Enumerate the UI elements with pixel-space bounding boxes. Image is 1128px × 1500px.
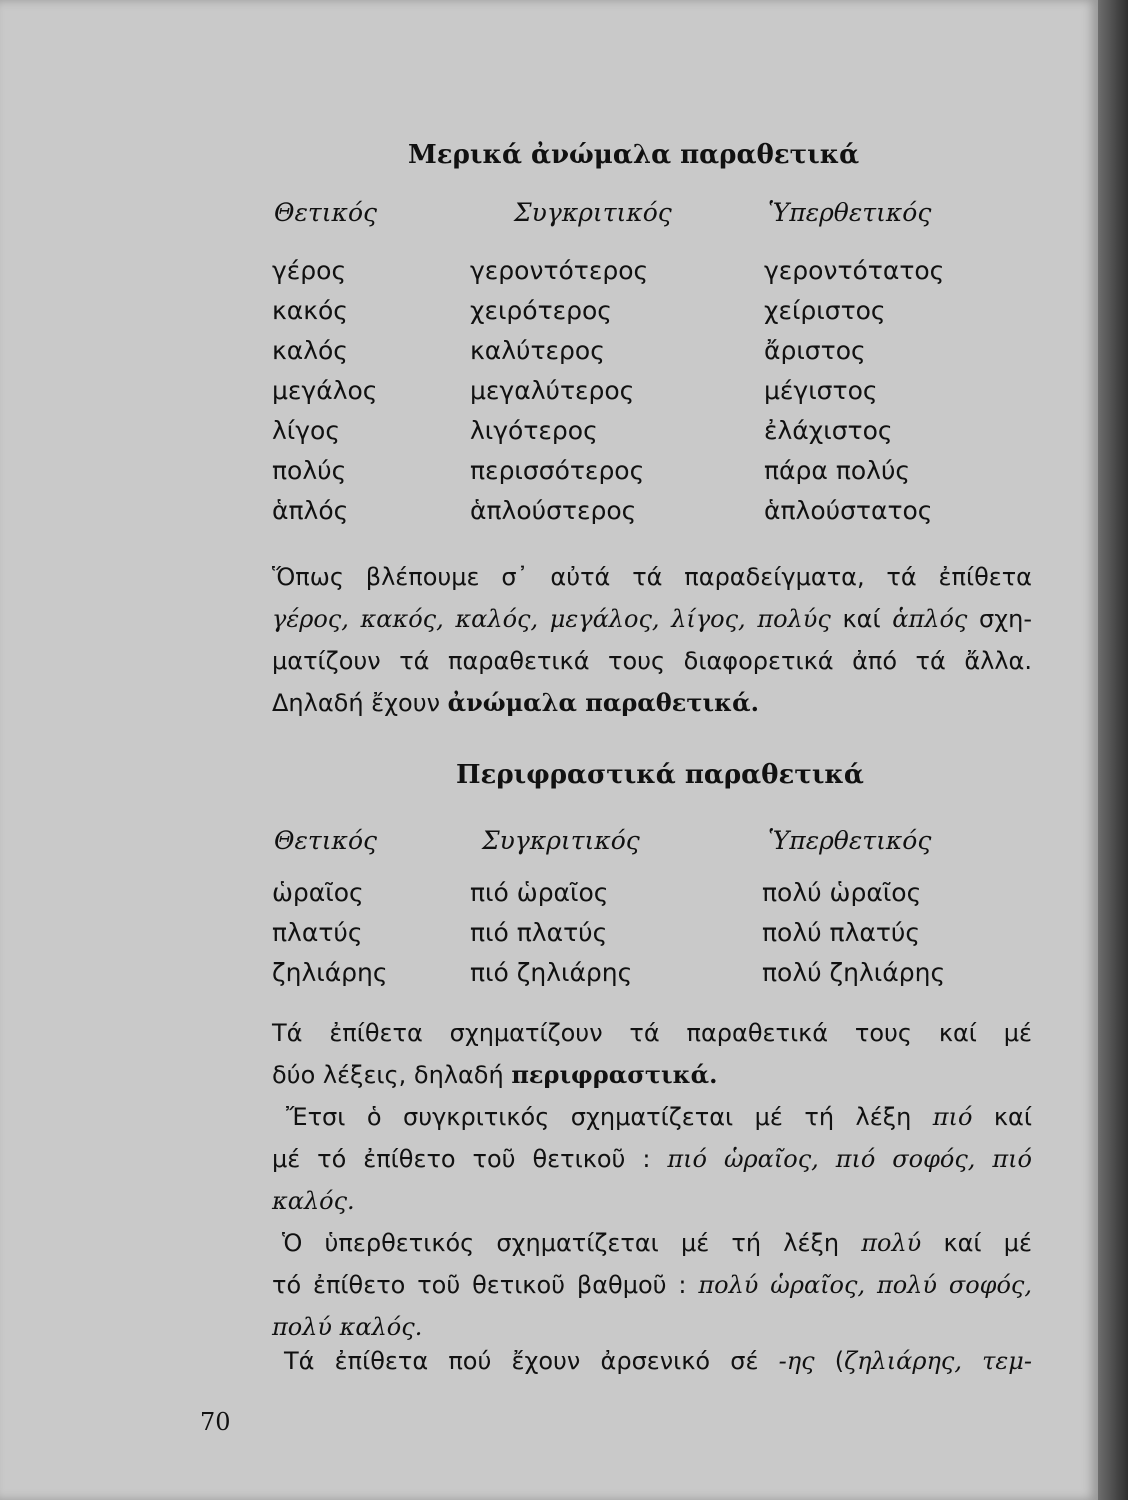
text-line: ματίζουν τά παραθετικά τους διαφορετικά ἀπό τά ἄλλα.	[272, 647, 1032, 675]
table-cell: γέρος	[272, 256, 347, 285]
italic-word: πολύ	[861, 1229, 922, 1257]
table-cell: χειρότερος	[470, 296, 612, 325]
column-header-superlative: Ὑπερθετικός	[768, 826, 932, 855]
table-cell: πολύ ὡραῖος	[762, 878, 922, 907]
table-cell: μεγάλος	[272, 376, 378, 405]
table-cell: πιό πλατύς	[470, 918, 608, 947]
paragraph-periphrastic-intro	[272, 1012, 1032, 1096]
section-heading-irregular: Μερικά ἀνώμαλα παραθετικά	[408, 140, 860, 170]
table-cell: καλός	[272, 336, 348, 365]
table-cell: λίγος	[272, 416, 341, 445]
column-header-comparative: Συγκριτικός	[482, 826, 640, 855]
column-header-positive: Θετικός	[274, 826, 377, 855]
italic-example: ζηλιάρης, τεμ-	[844, 1347, 1032, 1375]
table-cell: πάρα πολύς	[764, 456, 911, 485]
text-fragment: δύο λέξεις, δηλαδή	[272, 1061, 512, 1089]
table-cell: ἁπλούστερος	[470, 496, 637, 525]
italic-suffix: -ης	[778, 1347, 815, 1375]
text-fragment: καί	[830, 605, 893, 633]
text-line	[266, 1138, 1032, 1180]
table-cell: καλύτερος	[470, 336, 605, 365]
italic-examples: πολύ ὡραῖος, πολύ σοφός,	[698, 1271, 1032, 1299]
text-fragment: μέ τό ἐπίθετο τοῦ θετικοῦ :	[272, 1145, 668, 1173]
section-heading-periphrastic: Περιφραστικά παραθετικά	[456, 760, 864, 790]
text-line	[266, 1096, 1032, 1138]
table-cell: κακός	[272, 296, 348, 325]
text-fragment: (	[814, 1347, 845, 1375]
italic-examples: πολύ καλός.	[272, 1313, 423, 1341]
table-cell: γεροντότατος	[764, 256, 945, 285]
text-fragment: καί μέ	[921, 1229, 1032, 1257]
bold-term: περιφραστικά.	[511, 1060, 718, 1089]
text-fragment: Ἔτσι ὁ συγκριτικός σχηματίζεται μέ τή λέξη	[286, 1103, 933, 1131]
table-cell: χείριστος	[764, 296, 886, 325]
table-cell: περισσότερος	[470, 456, 645, 485]
text-line	[272, 1222, 1032, 1264]
table-cell: γεροντότερος	[470, 256, 649, 285]
text-line	[272, 1340, 1032, 1382]
text-line	[272, 1264, 1032, 1306]
table-cell: πιό ζηλιάρης	[470, 958, 633, 987]
column-header-positive: Θετικός	[274, 198, 377, 227]
paragraph-irregular-explanation	[272, 556, 1032, 724]
table-cell: ἁπλούστατος	[764, 496, 933, 525]
text-fragment: καί	[972, 1103, 1032, 1131]
table-cell: πιό ὡραῖος	[470, 878, 609, 907]
column-header-comparative: Συγκριτικός	[514, 198, 672, 227]
table-cell: πολύς	[272, 456, 347, 485]
paragraph-comparative	[266, 1096, 1032, 1222]
bold-term: ἀνώμαλα παραθετικά.	[447, 688, 759, 717]
table-cell: πλατύς	[272, 918, 363, 947]
table-cell: ζηλιάρης	[272, 958, 388, 987]
table-cell: μέγιστος	[764, 376, 878, 405]
text-line: Ὅπως βλέπουμε σ᾽ αὐτά τά παραδείγματα, τά ἐπίθετα	[272, 563, 1032, 591]
text-fragment: Τά ἐπίθετα πού ἔχουν ἀρσενικό σέ	[284, 1347, 779, 1375]
table-cell: ἁπλός	[272, 496, 349, 525]
text-line	[272, 682, 1032, 724]
italic-examples: γέρος, κακός, καλός, μεγάλος, λίγος, πολύς	[272, 605, 831, 633]
table-cell: μεγαλύτερος	[470, 376, 635, 405]
table-cell: λιγότερος	[470, 416, 598, 445]
table-cell: ὡραῖος	[272, 878, 364, 907]
table-cell: πολύ ζηλιάρης	[762, 958, 946, 987]
paragraph-ending-es	[272, 1340, 1032, 1382]
text-fragment: Δηλαδή ἔχουν	[272, 689, 448, 717]
italic-word: πιό	[932, 1103, 973, 1131]
book-spine-shadow	[1098, 0, 1128, 1500]
text-fragment: Ὁ ὑπερθετικός σχηματίζεται μέ τή λέξη	[282, 1229, 862, 1257]
text-fragment: τό ἐπίθετο τοῦ θετικοῦ βαθμοῦ :	[272, 1271, 699, 1299]
text-line	[266, 1180, 1032, 1222]
text-line: Τά ἐπίθετα σχηματίζουν τά παραθετικά τους καί μέ	[272, 1019, 1032, 1047]
text-line	[272, 598, 1032, 640]
table-cell: πολύ πλατύς	[762, 918, 921, 947]
text-fragment: σχη-	[967, 605, 1032, 633]
table-cell: ἐλάχιστος	[764, 416, 893, 445]
italic-examples: καλός.	[272, 1187, 355, 1215]
italic-example: ἁπλός	[892, 605, 968, 633]
text-line	[272, 1054, 1032, 1096]
page-number: 70	[200, 1408, 231, 1436]
italic-examples: πιό ὡραῖος, πιό σοφός, πιό	[667, 1145, 1032, 1173]
table-cell: ἄριστος	[764, 336, 866, 365]
paragraph-superlative	[272, 1222, 1032, 1348]
column-header-superlative: Ὑπερθετικός	[768, 198, 932, 227]
